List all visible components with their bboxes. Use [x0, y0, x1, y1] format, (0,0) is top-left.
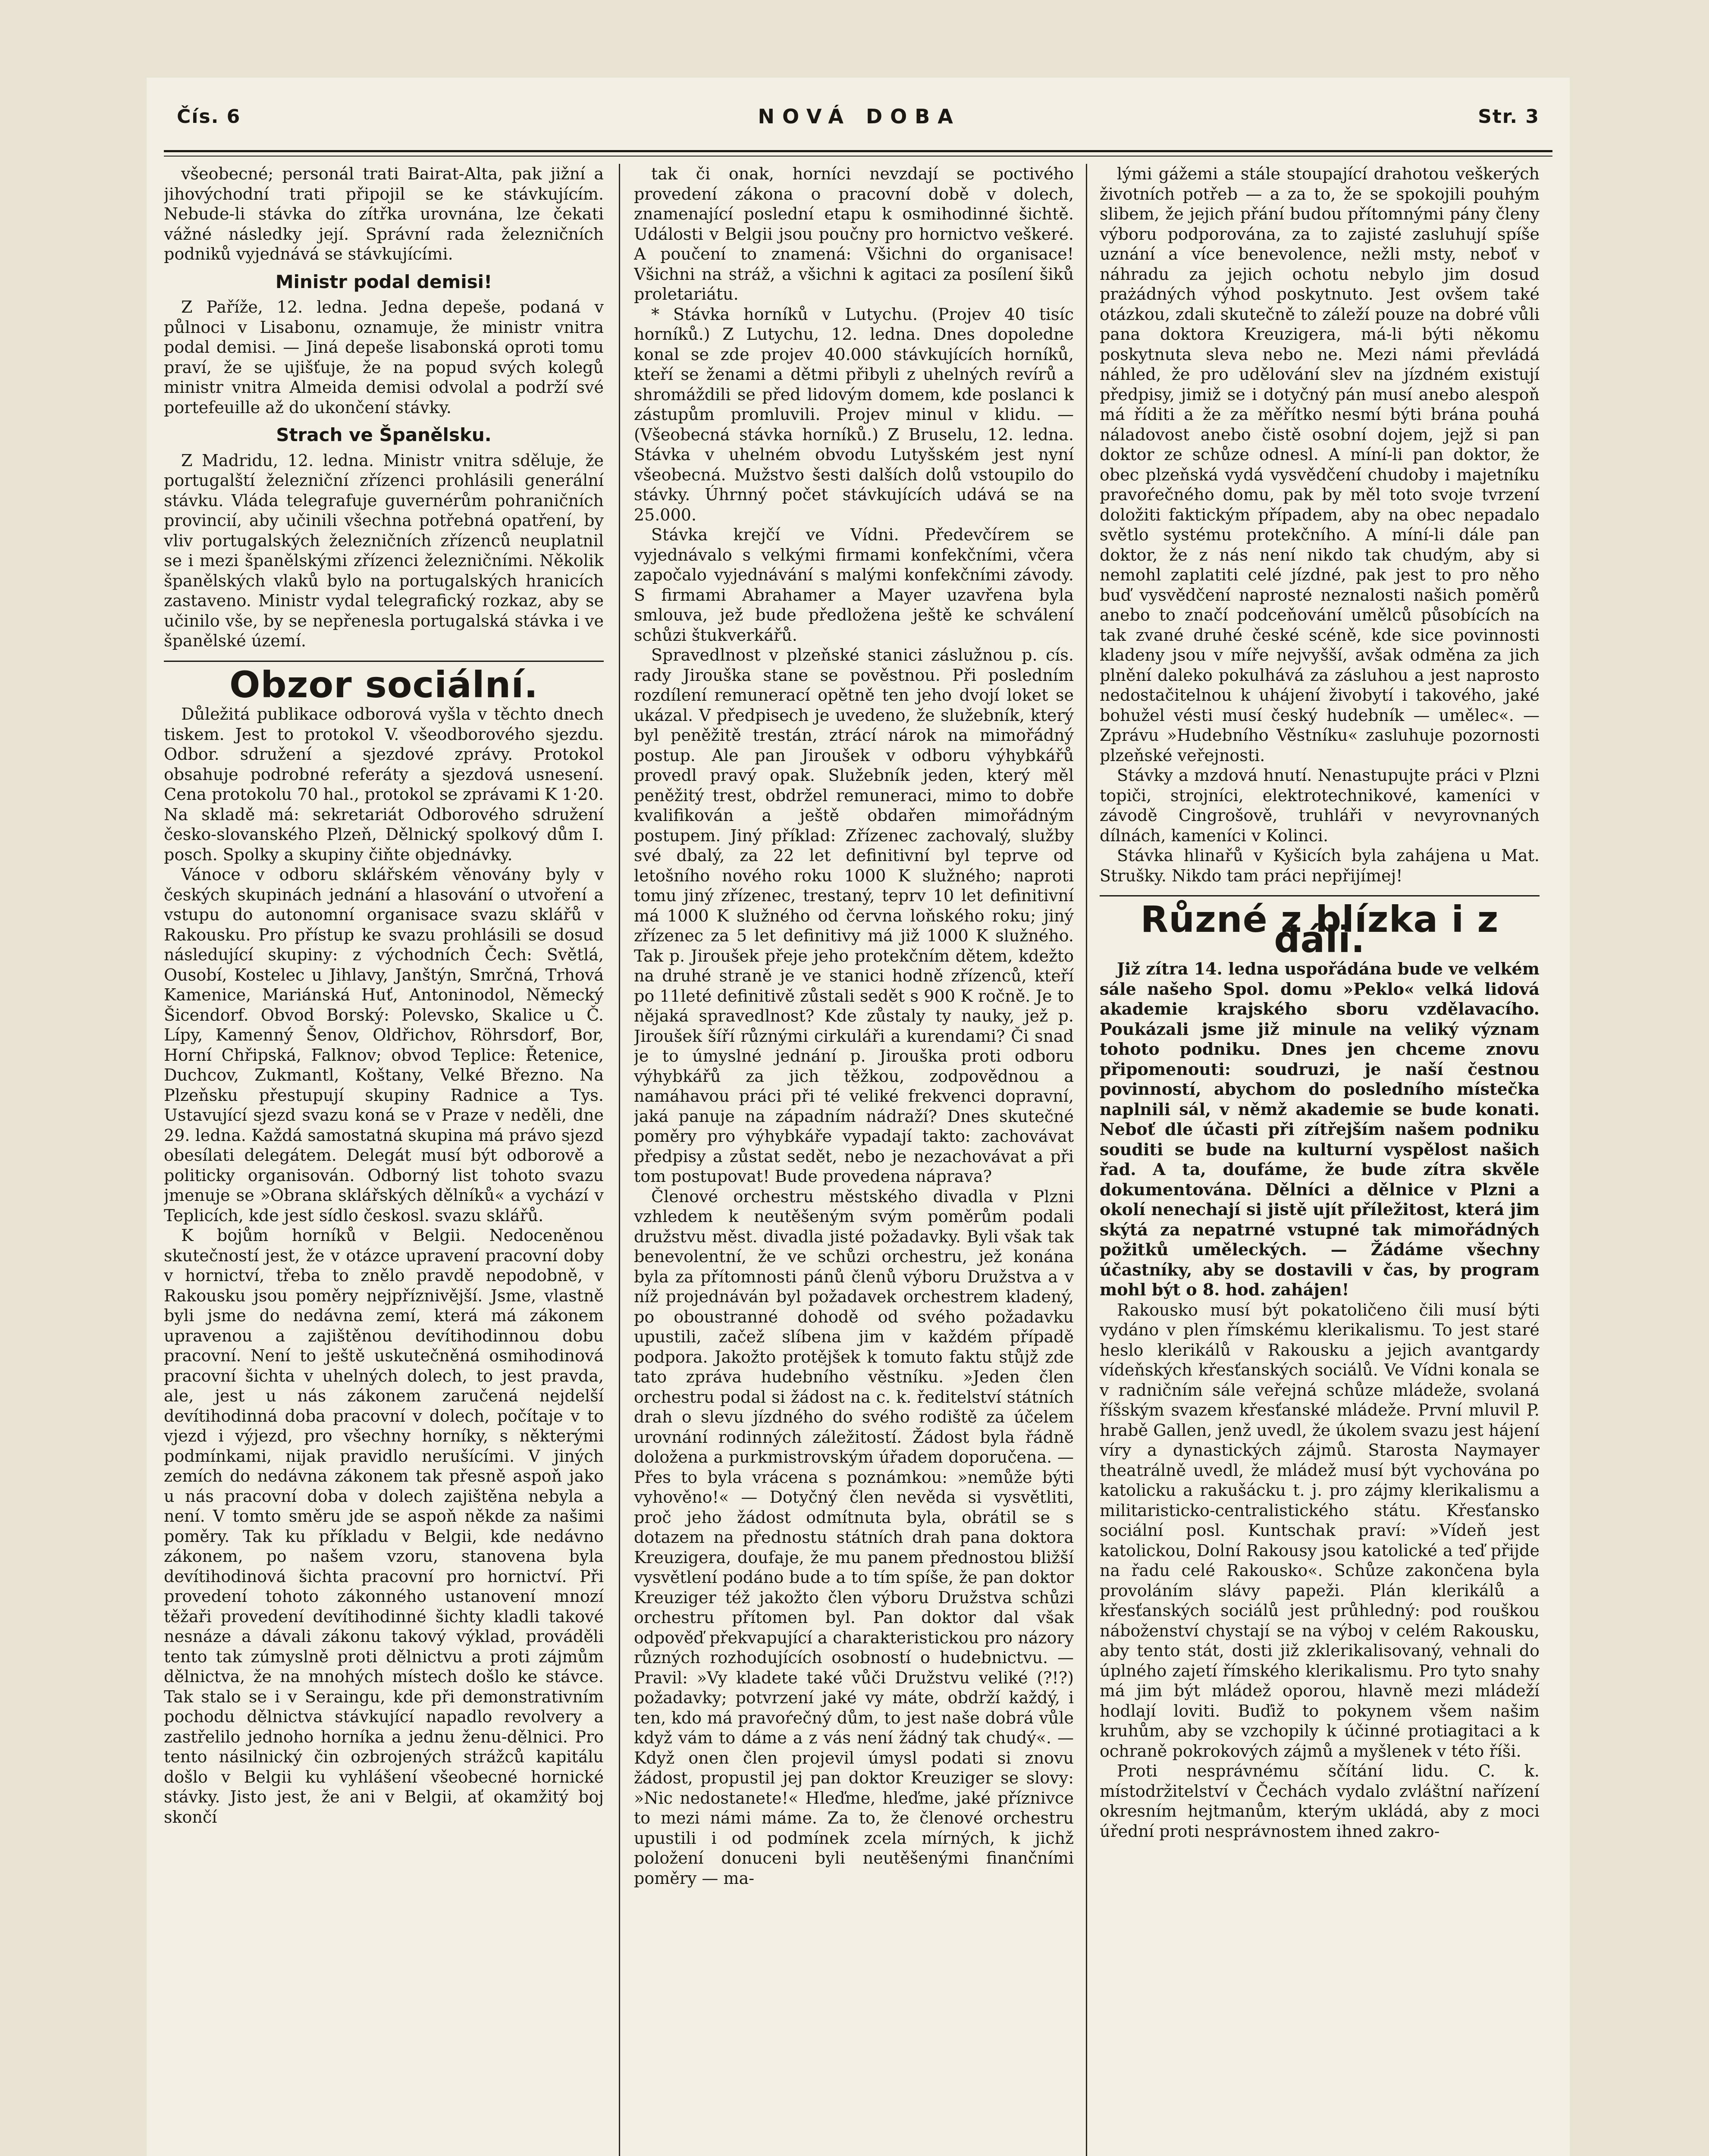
article-akademie: Již zítra 14. ledna uspořádána bude ve velkém sále našeho Spol. domu »Peklo« velká lidová akademie krajského sboru vzdělavacího. Poukázali jsme již minule na veliký význam tohoto podniku. Dnes jen chceme znovu připomenouti: soudruzi, je naší čestnou povinností, abychom do posledního místečka naplnili sál, v němž akademie se bude konati. Neboť dle účasti při zítřejším našem podniku souditi se bude na kulturní vyspělost našich řad. A ta, doufáme, že bude zítra skvěle dokumentována. Dělníci a dělnice v Plzni a okolí nenechají si jistě ujít příležitost, která jim skýtá za nepatrné vstupné tak mimořádných požitků uměleckých. — Žádáme všechny účastníky, aby se dostavili v čas, by program mohl být o 8. hod. zahájen! — [1100, 959, 1540, 1299]
article-continuation: všeobecné; personál trati Bairat-Alta, pak jižní a jihovýchodní trati připojil se ke stávkujícím. Nebude-li stávka do zítřka urovnána, lze čekati vážné následky její. Správní rada železničních podniků vyjednává se stávkujícími. — [164, 164, 604, 263]
article-rakousko: Rakousko musí být pokatoličeno čili musí býti vydáno v plen římskému klerikalismu. To jest staré heslo klerikálů v Rakousku a jejich avantgardy vídeňských křesťanských sociálů. Ve Vídni konala se v radničním sále veřejná schůze mládeže, svolaná říšským svazem křesťanské mládeže. První mluvil P. hrabě Gallen, jenž uvedl, že úkolem svazu jest hájení víry a dynastických zájmů. Starosta Naymayer theatrálně uvedl, že mládež musí být vychována po katolicku a rakušácku t. j. pro zájmy klerikalismu a militaristicko-centralistického státu. Křesťansko sociální posl. Kuntschak praví: »Vídeň jest katolickou, Dolní Rakousy jsou katolické a teď přijde na řadu celé Rakousko«. Schůze zakončena byla provoláním slávy papeži. Plán klerikálů a křesťanských sociálů jest průhledný: pod rouškou náboženství chystají se na výboj v celém Rakousku, aby tento stát, dosti již zklerikalisovaný, vehnali do úplného zajetí římského klerikalismu. Pro tyto snahy má jim být mládež oporou, hlavně mezi mládeží hodlají loviti. Buďiž to pokynem všem našim kruhům, aby se vzchopily k účinné protiagitaci a k ochraně pokrokových zájmů a myšlenek v této říši. — [1100, 1300, 1540, 1761]
article-strach: Z Madridu, 12. ledna. Ministr vnitra sděluje, že portugalští železniční zřízenci prohlásili generální stávku. Vláda telegrafuje guvernérům pohraničních provincií, aby učinili všechna potřebná opatření, by vliv portugalských železničních zřízenců neuplatnil se i mezi španělskými zřízenci železničními. Několik španělských vlaků bylo na portugalských hranicích zastaveno. Ministr vydal telegrafický rozkaz, aby se učinilo vše, by se nepřenesla portugalská stávka i ve španělské území. — [164, 451, 604, 650]
article-scitani: Proti nesprávnému sčítání lidu. C. k. místodržitelství v Čechách vydalo zvláštní nařízení okresním hejtmanům, kterým ukládá, aby z moci úřední proti nesprávnostem ihned zakro- — [1100, 1761, 1540, 1841]
article-vanoce: Vánoce v odboru sklářském věnovány byly v českých skupinách jednání a hlasování o utvoření a vstupu do autonomní organisace svazu sklářů v Rakousku. Pro přístup ke svazu prohlásili se dosud následující skupiny: z východních Čech: Světlá, Ousobí, Kostelec u Jihlavy, Janštýn, Smrčná, Trhová Kamenice, Mariánská Huť, Antoninodol, Německý Šicendorf. Obvod Borský: Polevsko, Skalice u Č. Lípy, Kamenný Šenov, Oldřichov, Röhrsdorf, Bor, Horní Chřipská, Falknov; obvod Teplice: Řetenice, Duchcov, Zukmantl, Koštany, Velké Březno. Na Plzeňsku přestupují skupiny Radnice a Tys. Ustavující sjezd svazu koná se v Praze v neděli, dne 29. ledna. Každá samostatná skupina má právo sjezd obesílati delegátem. Delegát musí být odborově a politicky organisován. Odborný list tohoto svazu jmenuje se »Obrana sklářských dělníků« a vychází v Teplicích, kde jest sídlo českosl. svazu sklářů. — [164, 865, 604, 1225]
article-continuation: lými gážemi a stále stoupající drahotou veškerých životních potřeb — a za to, že se spokojili pouhým slibem, že jejich přání budou přítomnými pány členy výboru podporována, za to zajisté zasluhují spíše uznání a více benevolence, nežli msty, neboť v náhradu za jejich ochotu nebylo jim dosud prażádných výhod poskytnuto. Jest ovšem také otázkou, zdali skutečně to záleží pouze na dobré vůli pana doktora Kreuzigera, má-li býti někomu poskytnuta sleva nebo ne. Mezi námi převládá náhled, že pro udělování slev na jízdném existují předpisy, jimiž se i dotyčný pán musí anebo alespoň má říditi a že za měřítko nesmí býti brána pouhá náladovost anebo čistě osobní dojem, jejž si pan doktor ze schůze odnesl. A míní-li pan doktor, že obec plzeňská vydá vysvědčení chudoby i majetníku pravoŕečného domu, pak by měl toto svoje tvrzení doložiti faktickým případem, aby na obec nepadalo světlo systému protekčního. A míní-li dále pan doktor, že z nás není nikdo tak chudým, aby si nemohl zaplatiti celé jízdné, pak jest to pro něho buď vysvědčení naprosté neznalosti našich poměrů anebo to značí podceňování umělců působících na tak zvané druhé české scéně, kde sice povinnosti kladeny jsou v míře nejvyšší, avšak odměna za jich plnění daleko pokulhává za zásluhou a jest naprosto nedostačitelnou k uhájení živobytí i takového, jaké bohužel vésti musí český hudebník — umělec«. — Zprávu »Hudebního Věstníku« zasluhuje pozornosti plzeňské veřejnosti. — [1100, 164, 1540, 765]
issue-number: Čís. 6 — [177, 105, 241, 128]
divider — [164, 661, 604, 662]
article-publikace: Důležitá publikace odborová vyšla v těchto dnech tiskem. Jest to protokol V. všeodborového sjezdu. Odbor. sdružení a sjezdové zprávy. Protokol obsahuje podrobné referáty a sjezdová usnesení. Cena protokolu 70 hal., protokol se zprávami K 1·20. Na skladě má: sekretariát Odborového sdružení česko-slovanského Plzeň, Dělnický spolkový dům I. posch. Spolky a skupiny čiňte objednávky. — [164, 705, 604, 864]
article-belgie: K bojům horníků v Belgii. Nedoceněnou skutečností jest, že v otázce upravení pracovní doby v hornictví, třeba to znělo pravdě nepodobně, v Rakousku jsou poměry nejpříznivější. Jsme, vlastně byli jsme do nedávna zemí, která má zákonem upravenou a zajištěnou devítihodinnou dobu pracovní. Není to ještě uskutečněná osmihodinová pracovní šichta v uhelných dolech, to jest pravda, ale, jest u nás zákonem zaručená nejdelší devítihodinná doba pracovní v dolech, počítaje v to vjezd i výjezd, pro všechny horníky, s některými podmínkami, nijak pravidlo nerušícími. V jiných zemích do nedávna zákonem tak přesně aspoň jako u nás pracovní doba v dolech zajištěna nebyla a není. V tomto směru jde se aspoň někde za našimi poměry. Tak ku příkladu v Belgii, kde nedávno zákonem, po našem vzoru, stanovena byla devítihodinová šichta pracovní pro hornictví. Při provedení tohoto zákonného ustanovení mnozí těžaři provedení devítihodinné šichty kladli takové nesnáze a dávali zákonu takový výklad, prováděli tento tak zúmyslně proti dělnictvu a proti zájmům dělnictva, že na mnohých místech došlo ke stávce. Tak stalo se i v Seraingu, kde při demonstrativním pochodu dělnictva stávkující napadlo revolvery a zastřelilo jednoho horníka a jednu ženu-dělnici. Pro tento násilnický čin ozbrojených strážců kapitálu došlo v Belgii ku vyhlášení všeobecné hornické stávky. Jisto jest, že ani v Belgii, ať okamžitý boj skončí — [164, 1226, 604, 1827]
column-1 — [164, 164, 604, 2156]
column-2 — [634, 164, 1074, 2156]
article-krejci: Stávka krejčí ve Vídni. Předevčírem se vyjednávalo s velkými firmami konfekčními, včera započalo vyjednávání s malými konfekčními závody. S firmami Abrahamer a Mayer uzavřena byla smlouva, jež bude předložena ještě ke schválení schůzi štukverkářů. — [634, 525, 1074, 645]
section-heading-ruzne: Různé z blízka i z dáli. — [1140, 898, 1499, 961]
section-heading-social: Obzor sociální. — [229, 663, 539, 706]
article-orchestr: Členové orchestru městského divadla v Plzni vzhledem k neutěšeným svým poměrům podali družstvu měst. divadla jisté požadavky. Byli však tak benevolentní, že ve schůzi orchestru, jež konána byla za přítomnosti pánů členů výboru Družstva a v níž projednáván byl požadavek orchestrem kladený, po oboustranné dohodě od svého požadavku upustili, začež slíbena jim v každém případě podpora. Jakožto protějšek k tomuto faktu stůjž zde tato zpráva hudebního věstníku. »Jeden člen orchestru podal si žádost na c. k. ředitelství státních drah o slevu jízdného do svého rodiště za účelem urovnání rodinných záležitostí. Žádost byla řádně doložena a purkmistrovským úřadem doporučena. — Přes to byla vrácena s poznámkou: »nemůže býti vyhověno!« — Dotyčný člen nevěda si vysvětliti, proč jeho žádost odmítnuta byla, obrátil se s dotazem na přednostu státních drah pana doktora Kreuzigera, doufaje, že mu panem přednostou bližší vysvětlení podáno bude a to tím spíše, že pan doktor Kreuziger též jakožto člen výboru Družstva schůzi orchestru přítomen byl. Pan doktor dal však odpověď překvapující a charakteristickou pro názory různých rozhodujících osobností o hudebnictvu. — Pravil: »Vy kladete také vůči Družstvu veliké (?!?) požadavky; potvrzení jaké vy máte, obdrží každý, i ten, kdo má pravoŕečný dům, to jest naše dobrá vůle když vám to dáme a z vás není žádný tak chudý«. — Když onen člen projevil úmysl podati si znovu žádost, propustil jej pan doktor Kreuziger se slovy: »Nic nedostanete!« Hleďme, hleďme, jaké příznivce to mezi námi máme. Za to, že členové orchestru upustili i od podmínek zcela mírných, k jichž položení donuceni byli neutěšenými finančními poměry — ma- — [634, 1187, 1074, 1888]
article-hlinari: Stávka hlinařů v Kyšicích byla zahájena u Mat. Strušky. Nikdo tam práci nepřijímej! — [1100, 846, 1540, 885]
headline-ministr: Ministr podal demisi! — [275, 271, 492, 292]
article-stavky: Stávky a mzdová hnutí. Nenastupujte práci v Plzni topiči, strojníci, elektrotechnikové, kameníci v závodě Cingrošově, truhláři v nevyrovnaných dílnách, kameníci v Kolinci. — [1100, 766, 1540, 845]
article-ministr: Z Paříže, 12. ledna. Jedna depeše, podaná v půlnoci v Lisabonu, oznamuje, že ministr vnitra podal demisi. — Jiná depeše lisabonská oproti tomu praví, že se ujišťuje, že na popud svých kolegů ministr vnitra Almeida demisi odvolal a podrží své portefeuille až do ukončení stávky. — [164, 298, 604, 417]
article-continuation: tak či onak, horníci nevzdají se poctivého provedení zákona o pracovní době v dolech, znamenající poslední etapu k osmihodinné šichtě. Události v Belgii jsou poučny pro hornictvo veškeré. A poučení to znamená: Všichni do organisace! Všichni na stráž, a všichni k agitaci za posílení šiků proletariátu. — [634, 164, 1074, 304]
column-divider — [619, 164, 620, 2156]
article-spravedlnost: Spravedlnost v plzeňské stanici záslužnou p. cís. rady Jirouška stane se pověstnou. Při posledním rozdílení remunerací opětně ten jeho dvojí loket se ukázal. V předpisech je uvedeno, že služebník, který byl peněžitě trestán, ztrácí nárok na mimořádný postup. Ale pan Jiroušek v odboru výhybkářů provedl pravý opak. Služebník jeden, který měl peněžitý trest, obdržel remuneraci, mimo to dobře kvalifikován a ještě obdařen mimořádným postupem. Jiný příklad: Zřízenec zachovalý, služby své dbalý, za 22 let definitivní byl teprve od letošního nového roku 1000 K služného; naproti tomu jiný zřízenec, trestaný, teprv 10 let definitivní má 1000 K služného od června loňského roku; jiný zřízenec za 5 let definitivy má již 1000 K služného. Tak p. Jiroušek přeje jeho protekčním dětem, kdežto na druhé straně je ve stanici hodně zřízenců, kteří po 11leté definitivě zůstali sedět s 900 K ročně. Je to nějaká spravedlnost? Kde zůstaly ty nauky, jež p. Jiroušek šíří různými cirkuláři a kurendami? Či snad je to úmyslné jednání p. Jirouška proti odboru výhybkářů za jich těžkou, zodpovědnou a namáhavou práci při té veliké frekvenci dopravní, jaká panuje na západním nádraží? Dnes skutečné poměry pro výhybkáře vypadají takto: zachovávat předpisy a zůstat sedět, nebo je nezachovávat a při tom postupovat! Bude provedena náprava? — [634, 646, 1074, 1186]
headline-strach: Strach ve Španělsku. — [276, 424, 492, 445]
masthead: NOVÁ DOBA — [758, 105, 961, 128]
divider — [1100, 895, 1540, 896]
column-divider — [1086, 164, 1087, 2156]
page-header — [177, 91, 1540, 142]
page-number: Str. 3 — [1478, 105, 1540, 128]
article-lutych: * Stávka horníků v Lutychu. (Projev 40 tisíc horníků.) Z Lutychu, 12. ledna. Dnes dopoledne konal se zde projev 40.000 stávkujících horníků, kteří se ženami a dětmi přibyli z uhelných revírů a shromáždili se před lidovým domem, kde poslanci k zástupům promluvili. Projev minul v klidu. — (Všeobecná stávka horníků.) Z Bruselu, 12. ledna. Stávka v uhelném obvodu Lutyšském jest nyní všeobecná. Mužstvo šesti dalších dolů vstoupilo do stávky. Úhrnný počet stávkujících udává se na 25.000. — [634, 304, 1074, 524]
newspaper-page — [147, 78, 1570, 2156]
column-3 — [1100, 164, 1540, 2156]
header-rule — [164, 150, 1552, 157]
